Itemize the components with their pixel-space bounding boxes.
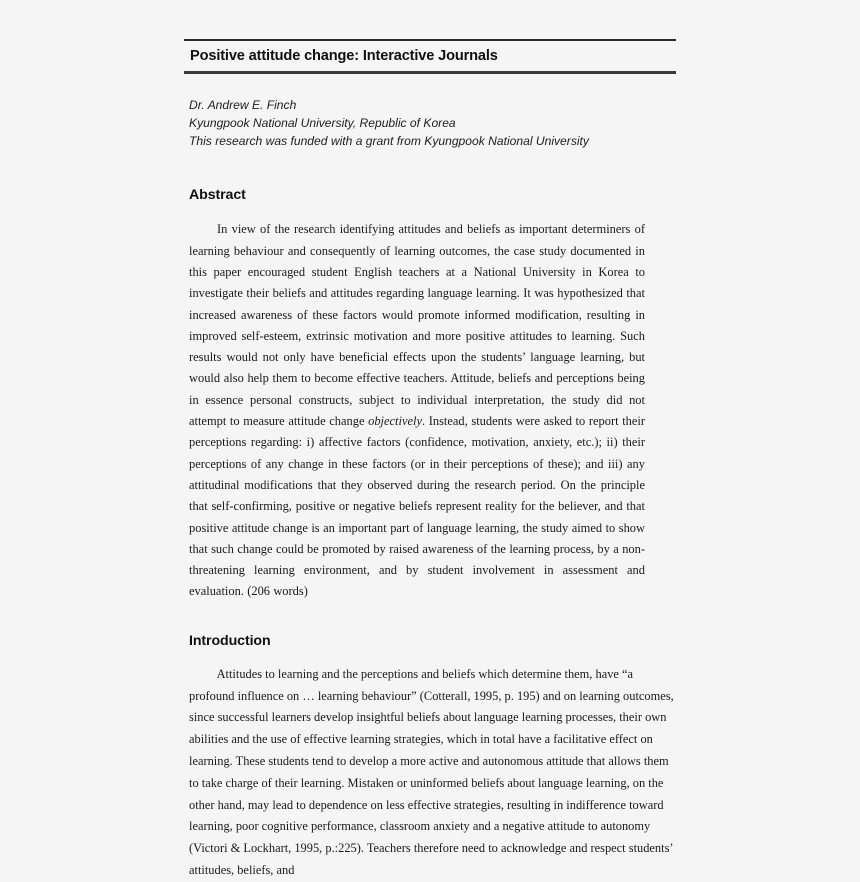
- abstract-text-part-1: In view of the research identifying attitudes and beliefs as important determiners of learning behaviour and consequently of learning outcomes, the case study documented in this paper encouraged student English teachers at a National University in Korea to investigate their beliefs and attitudes regarding language learning. It was hypothesized that increased awareness of these factors would promote informed modification, resulting in improved self-esteem, extrinsic motivation and more positive attitudes to learning. Such results would not only have beneficial effects upon the students’ language learning, but would also help them to become effective teachers. Attitude, beliefs and perceptions being in essence personal constructs, subject to individual interpretation, the study did not attempt to measure attitude change: [189, 222, 645, 429]
- page-title: Positive attitude change: Interactive Journals: [190, 48, 498, 64]
- introduction-heading: Introduction: [189, 632, 271, 649]
- funding-statement: This research was funded with a grant from Kyungpook National University: [189, 134, 589, 149]
- author-affiliation: Kyungpook National University, Republic of Korea: [189, 115, 456, 130]
- title-rule-bottom: [184, 71, 676, 74]
- abstract-heading: Abstract: [189, 187, 246, 204]
- author-name: Dr. Andrew E. Finch: [189, 97, 297, 112]
- abstract-body: [189, 219, 645, 602]
- author-block: [184, 96, 684, 151]
- abstract-emphasis-objectively: objectively: [368, 414, 422, 429]
- abstract-text-part-2: . Instead, students were asked to report their perceptions regarding: i) affective factors (confidence, motivation, anxiety, etc.); ii) their perceptions of any change in these factors (or in their perceptions of these); and iii) any attitudinal modifications that they observed during the research period. On the principle that self-confirming, positive or negative beliefs represent reality for the believer, and that positive attitude change is an important part of language learning, the study aimed to show that such change could be promoted by raised awareness of the learning process, by a non-threatening learning environment, and by student involvement in assessment and evaluation. (206 words): [189, 414, 645, 599]
- document-content-column: [184, 0, 684, 882]
- title-block: [184, 39, 676, 74]
- introduction-body: Attitudes to learning and the perceptions and beliefs which determine them, have “a profound influence on … learning behaviour” (Cotterall, 1995, p. 195) and on learning outcomes, since successful learners develop insightful beliefs about language learning processes, their own abilities and the use of effective learning strategies, which in total have a facilitative effect on learning. These students tend to develop a more active and autonomous attitude that allows them to take charge of their learning. Mistaken or uninformed beliefs about language learning, on the other hand, may lead to dependence on less effective strategies, resulting in indifference toward learning, poor cognitive performance, classroom anxiety and a negative attitude to autonomy (Victori & Lockhart, 1995, p.:225). Teachers therefore need to acknowledge and respect students’ attitudes, beliefs, and: [189, 666, 674, 877]
